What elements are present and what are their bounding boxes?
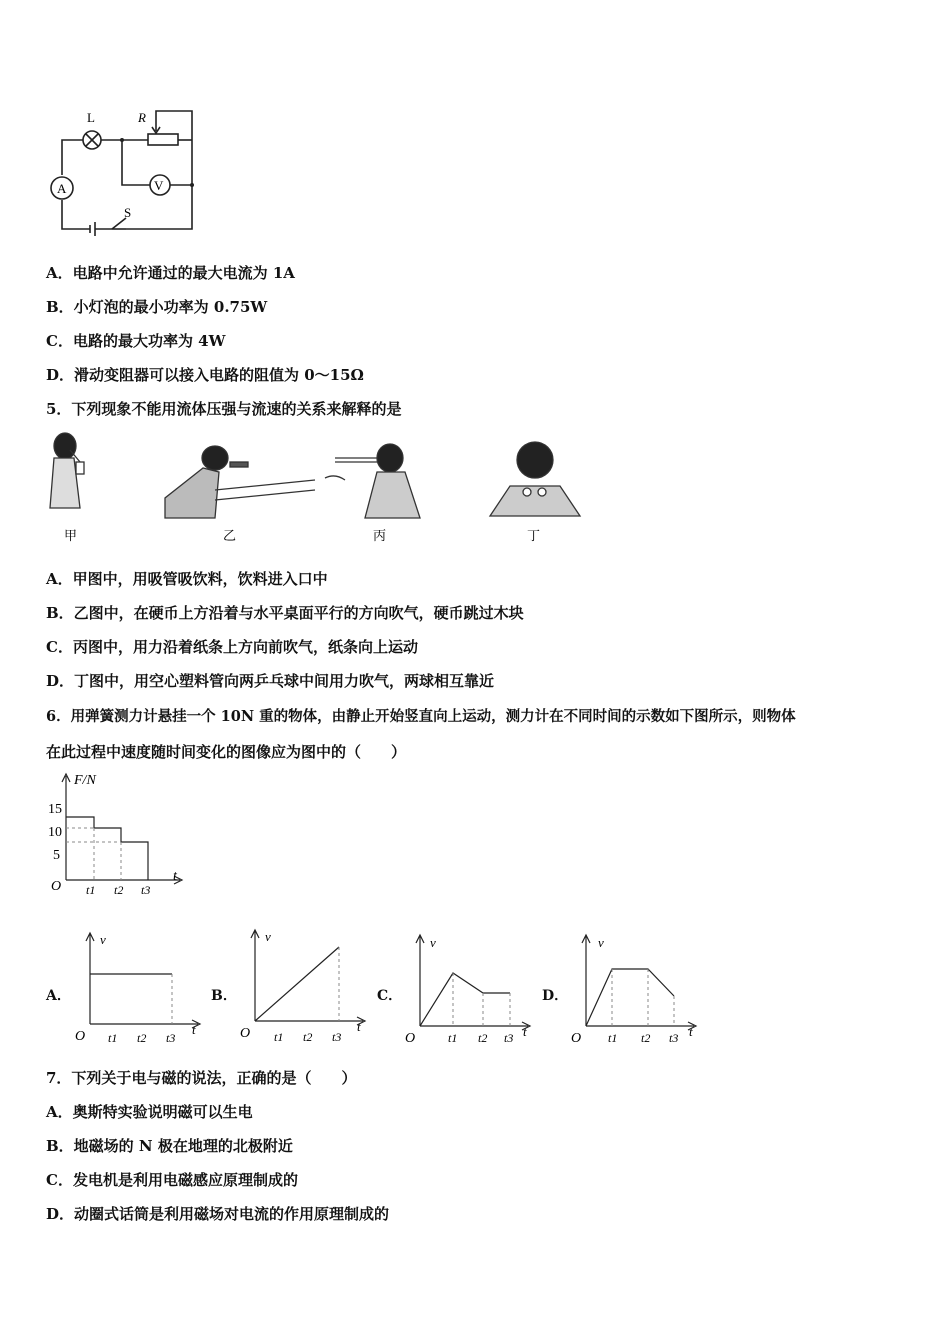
q6-choice-b-label: B．: [211, 988, 237, 1004]
q6-stem-line1: 6．用弹簧测力计悬挂一个 10N 重的物体，由静止开始竖直向上运动，测力计在不同时间的示数如下图所示，则物体: [46, 708, 796, 725]
q6-choice-a-origin: O: [75, 1029, 86, 1044]
q6-choice-a-xtick-t3: t3: [166, 1031, 176, 1045]
lamp-label: L: [87, 110, 95, 125]
picture-jia: [50, 433, 84, 508]
switch-label: S: [124, 205, 132, 220]
q6-choice-a-xtick-t1: t1: [108, 1031, 118, 1045]
q6-choice-d-ylabel: v: [598, 935, 604, 950]
q6-choice-a-xtick-t2: t2: [137, 1031, 147, 1045]
q6-choice-c-xtick-t1: t1: [448, 1031, 458, 1045]
force-graph-xtick-t3: t3: [141, 883, 151, 897]
q6-choice-d-xtick-t1: t1: [608, 1031, 618, 1045]
q6-choice-a-ylabel: v: [100, 932, 106, 947]
q5-option-a: A．甲图中，用吸管吸饮料，饮料进入口中: [46, 570, 328, 588]
force-graph-ytick-10: 10: [48, 825, 62, 840]
q6-choice-c-origin: O: [405, 1031, 416, 1046]
force-time-graph: [44, 768, 194, 900]
force-graph-ylabel: F/N: [74, 773, 96, 788]
q6-choice-d-xlabel: t: [689, 1024, 693, 1039]
q6-choice-c-xlabel: t: [523, 1024, 527, 1039]
q6-choice-b-xtick-t1: t1: [274, 1030, 284, 1044]
q6-choice-a-graph: [70, 928, 205, 1048]
q7-option-b: B．地磁场的 N 极在地理的北极附近: [46, 1137, 293, 1155]
q5-option-d: D．丁图中，用空心塑料管向两乒乓球中间用力吹气，两球相互靠近: [46, 672, 495, 690]
q6-choice-d-xtick-t2: t2: [641, 1031, 651, 1045]
ammeter-label: A: [57, 181, 67, 196]
picture-bing: [325, 444, 420, 518]
q6-choice-a-label: A．: [46, 988, 71, 1004]
q6-choice-b-xtick-t2: t2: [303, 1030, 313, 1044]
q6-choice-d-graph: [566, 930, 701, 1048]
force-graph-origin: O: [51, 879, 62, 894]
q6-choice-c-ylabel: v: [430, 935, 436, 950]
q6-stem-line2: 在此过程中速度随时间变化的图像应为图中的（ ）: [46, 743, 407, 761]
force-graph-xtick-t1: t1: [86, 883, 96, 897]
q5-option-b: B．乙图中，在硬币上方沿着与水平桌面平行的方向吹气，硬币跳过木块: [46, 604, 524, 622]
rheostat-symbol: [148, 134, 178, 145]
q6-choice-d-xtick-t3: t3: [669, 1031, 679, 1045]
q6-choice-a-xlabel: t: [192, 1022, 196, 1037]
q5-stem: 5．下列现象不能用流体压强与流速的关系来解释的是: [46, 400, 402, 418]
q5-illustrations: [40, 428, 600, 548]
q6-choice-b-graph: [235, 925, 370, 1047]
picture-label-bing: 丙: [373, 528, 387, 543]
q6-choice-b-xtick-t3: t3: [332, 1030, 342, 1044]
picture-ding: [490, 442, 580, 516]
q4-option-c: C．电路的最大功率为 4W: [46, 332, 226, 350]
q7-stem: 7．下列关于电与磁的说法，正确的是（ ）: [46, 1069, 357, 1087]
q7-option-d: D．动圈式话筒是利用磁场对电流的作用原理制成的: [46, 1205, 390, 1223]
force-graph-ytick-5: 5: [53, 848, 60, 863]
circuit-diagram: [40, 105, 210, 245]
picture-yi: [165, 446, 315, 518]
picture-label-yi: 乙: [223, 528, 237, 543]
q6-choice-c-label: C．: [377, 988, 403, 1004]
q6-choice-d-origin: O: [571, 1031, 582, 1046]
q4-option-d: D．滑动变阻器可以接入电路的阻值为 0～15Ω: [46, 366, 364, 384]
q6-choice-b-xlabel: t: [357, 1019, 361, 1034]
q6-choice-b-ylabel: v: [265, 929, 271, 944]
q4-option-a: A．电路中允许通过的最大电流为 1A: [46, 264, 295, 282]
force-graph-ytick-15: 15: [48, 802, 62, 817]
rheostat-label: R: [138, 110, 146, 125]
q5-option-c: C．丙图中，用力沿着纸条上方向前吹气，纸条向上运动: [46, 638, 418, 656]
picture-label-ding: 丁: [527, 528, 541, 543]
q6-choice-b-origin: O: [240, 1026, 251, 1041]
force-graph-xlabel: t: [173, 869, 177, 884]
q6-choice-c-graph: [400, 930, 535, 1048]
picture-label-jia: 甲: [64, 528, 78, 543]
q7-option-c: C．发电机是利用电磁感应原理制成的: [46, 1171, 298, 1189]
q6-choice-c-xtick-t3: t3: [504, 1031, 514, 1045]
voltmeter-label: V: [154, 178, 164, 193]
q6-choice-c-xtick-t2: t2: [478, 1031, 488, 1045]
q6-choice-d-label: D．: [542, 988, 569, 1004]
q7-option-a: A．奥斯特实验说明磁可以生电: [46, 1103, 253, 1121]
force-graph-xtick-t2: t2: [114, 883, 124, 897]
q4-option-b: B．小灯泡的最小功率为 0.75W: [46, 298, 268, 316]
